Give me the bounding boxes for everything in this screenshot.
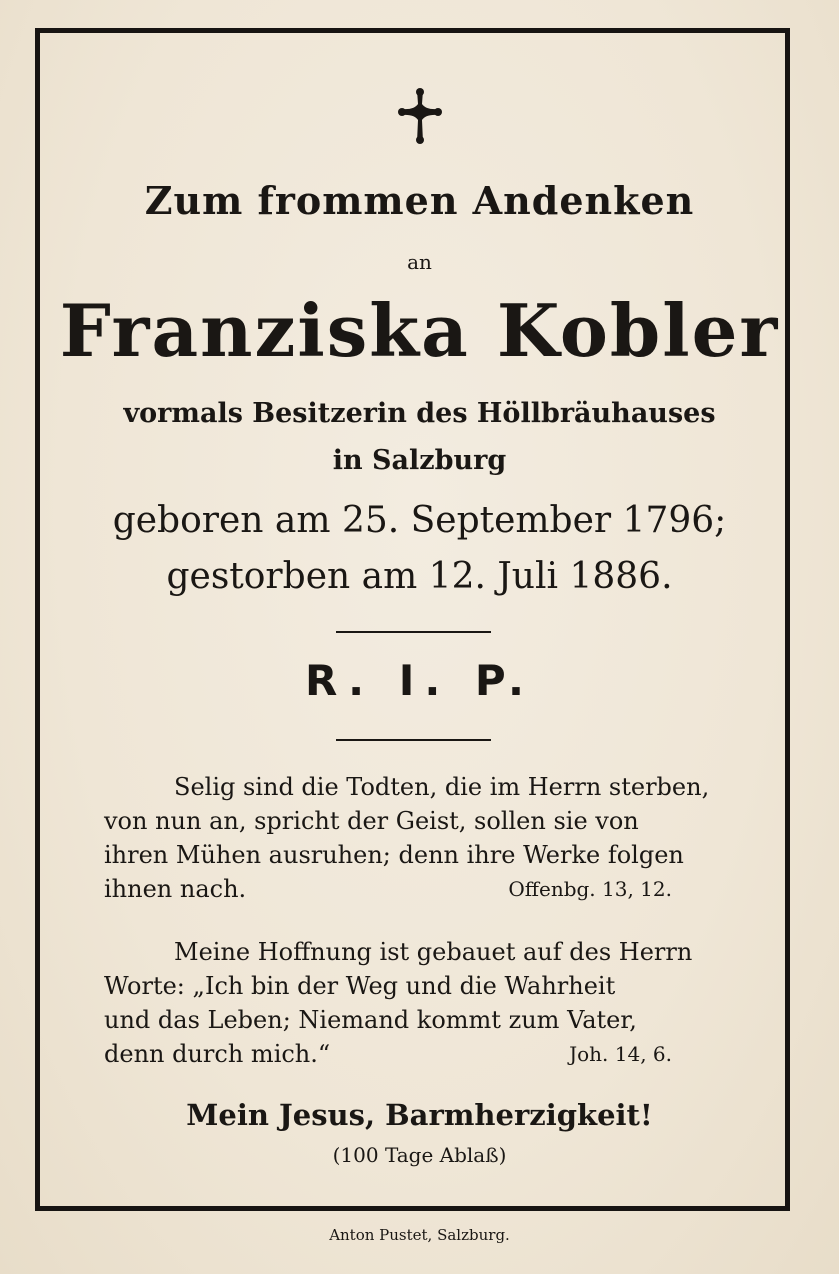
verse1-line4: ihnen nach.: [104, 875, 247, 903]
verse1-reference: Offenbg. 13, 12.: [508, 877, 672, 901]
prayer: Mein Jesus, Barmherzigkeit!: [186, 1098, 653, 1132]
divider-top: [336, 631, 491, 633]
connector-text: an: [407, 250, 432, 274]
heading: Zum frommen Andenken: [144, 178, 695, 223]
verse2-line4: denn durch mich.“: [104, 1040, 331, 1068]
rip-text: R. I. P.: [305, 656, 534, 705]
deceased-name: Franziska Kobler: [59, 288, 780, 373]
indulgence-note: (100 Tage Ablaß): [332, 1143, 507, 1167]
verse-revelation: [104, 770, 726, 906]
verse-john: [104, 935, 726, 1071]
verse1-line3: ihren Mühen ausruhen; denn ihre Werke folgen: [104, 841, 684, 869]
verse1-line1: Selig sind die Todten, die im Herrn sterben,: [174, 773, 710, 801]
verse2-line3: und das Leben; Niemand kommt zum Vater,: [104, 1006, 637, 1034]
verse2-line2: Worte: „Ich bin der Weg und die Wahrheit: [104, 972, 616, 1000]
verse1-last-line: [104, 872, 726, 906]
description-line2: in Salzburg: [332, 445, 507, 476]
verse2-reference: Joh. 14, 6.: [569, 1042, 672, 1066]
divider-bottom: [336, 739, 491, 741]
cross-icon: [0, 88, 839, 144]
description-line1: vormals Besitzerin des Höllbräuhauses: [123, 398, 716, 429]
verse2-line1: Meine Hoffnung ist gebauet auf des Herrn: [174, 938, 693, 966]
death-date: gestorben am 12. Juli 1886.: [166, 556, 673, 597]
verse2-last-line: [104, 1037, 726, 1071]
printer-imprint: Anton Pustet, Salzburg.: [329, 1226, 510, 1244]
birth-date: geboren am 25. September 1796;: [112, 500, 727, 541]
verse1-line2: von nun an, spricht der Geist, sollen sie von: [104, 807, 639, 835]
